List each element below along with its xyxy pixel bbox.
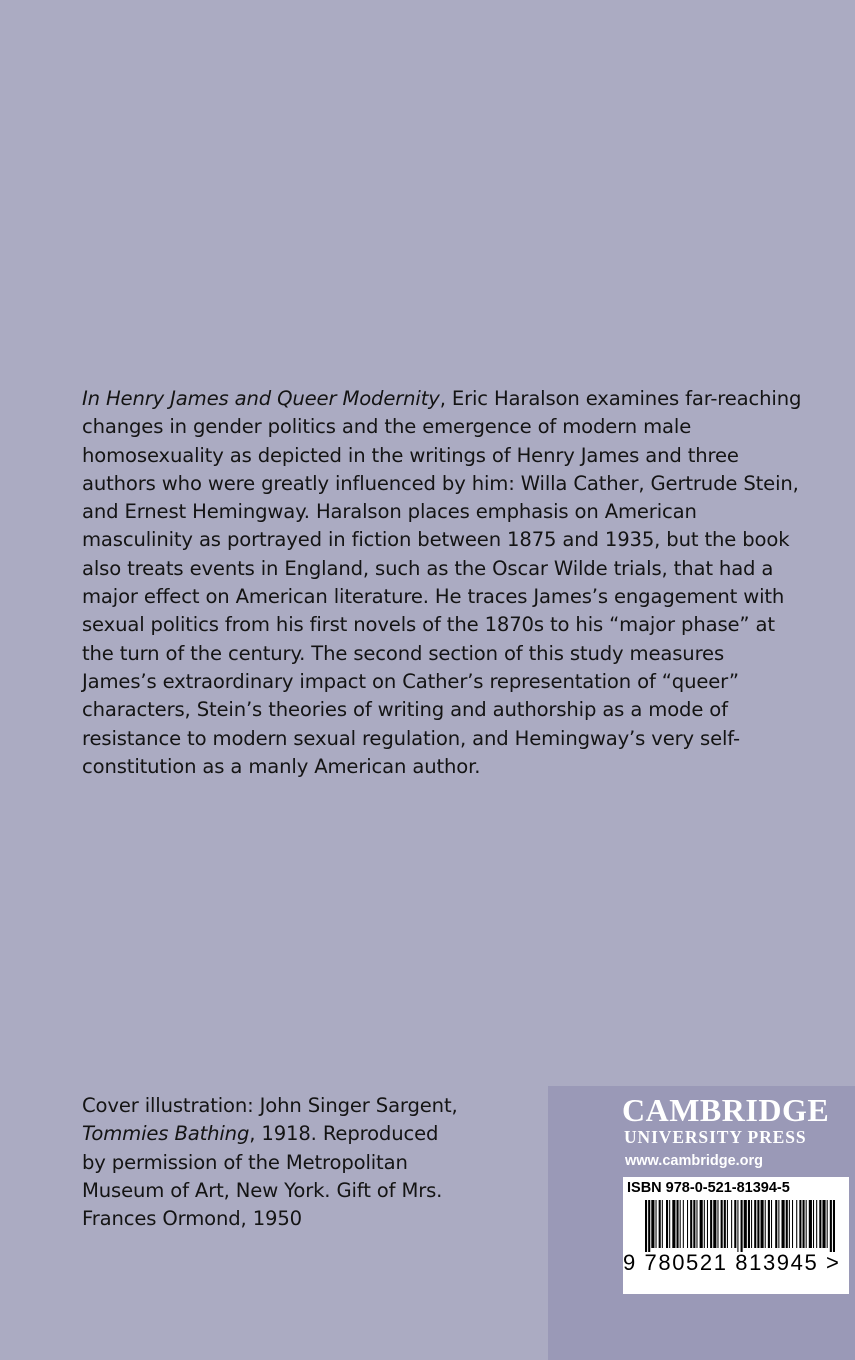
barcode-stripe [778,1200,779,1248]
barcode-stripe [693,1200,695,1248]
barcode-stripe [792,1200,793,1248]
book-title: In Henry James and Queer Modernity [82,387,440,410]
credit-prefix: Cover illustration: John Singer Sargent, [82,1094,458,1117]
barcode-stripe [768,1200,770,1248]
barcode-stripe [680,1200,681,1248]
barcode-stripe [806,1200,807,1248]
barcode-stripe [799,1200,801,1248]
barcode-digits: 9 780521 813945 > [623,1250,841,1275]
book-description [82,385,802,781]
barcode-stripe [677,1200,679,1248]
barcode-stripe [830,1200,832,1252]
barcode-box [623,1177,849,1294]
isbn-label: ISBN 978-0-521-81394-5 [627,1180,790,1196]
barcode-stripe [700,1200,703,1248]
barcode-stripe [782,1200,785,1248]
barcode-stripe [645,1200,647,1252]
barcode-stripe [651,1200,654,1248]
barcode-stripe [666,1200,668,1248]
barcode-stripe [775,1200,777,1248]
barcode-stripe [656,1200,657,1248]
barcode-stripe [771,1200,772,1248]
barcode-stripe [696,1200,697,1248]
barcode-stripe [687,1200,688,1248]
barcode-stripe [816,1200,817,1248]
barcode-stripe [737,1200,738,1252]
barcode-stripe [662,1200,663,1248]
barcode-stripe [731,1200,732,1248]
barcode-stripe [704,1200,705,1248]
description-text: , Eric Haralson examines far-reaching changes in gender politics and the emergence of modern male homosexuality as depicted in the writings of Henry James and three authors who were greatly influenced by him: Willa Cather, Gertrude Stein, and Ernest Hemingway. Haralson places emphasis on American masculinity as portrayed in fiction between 1875 and 1935, but the book also treats events in England, such as the Oscar Wilde trials, that had a major effect on American literature. He traces James’s engagement with sexual politics from his first novels of the 1870s to his “major phase” at the turn of the century. The second section of this study measures James’s extraordinary impact on Cather’s representation of “queer” characters, Stein’s theories of writing and authorship as a mode of resistance to modern sexual regulation, and Hemingway’s very self-constitution as a manly American author. [82,387,802,778]
barcode-stripe [669,1200,670,1248]
credit-suffix: , 1918. Reproduced by permission of the Metropolitan Museum of Art, New York. Gift of Mrs. Frances Ormond, 1950 [82,1122,443,1231]
barcode-stripe [690,1200,692,1248]
barcode-stripe [724,1200,726,1248]
barcode-stripe [786,1200,788,1248]
publisher-subtitle: UNIVERSITY PRESS [624,1127,807,1147]
barcode-stripe [789,1200,790,1248]
barcode-icon [645,1200,835,1252]
barcode-stripe [721,1200,723,1248]
barcode-stripe [757,1200,759,1248]
barcode-stripe [648,1200,650,1252]
barcode-stripe [809,1200,812,1248]
publisher-url: www.cambridge.org [625,1153,764,1169]
barcode-stripe [748,1200,750,1248]
barcode-stripe [813,1200,814,1248]
barcode-stripe [803,1200,805,1248]
barcode-stripe [713,1200,716,1248]
barcode-stripe [744,1200,747,1248]
barcode-stripe [734,1200,736,1248]
barcode-stripe [659,1200,661,1248]
barcode-stripe [754,1200,756,1248]
cover-credit [82,1092,462,1233]
barcode-stripe [683,1200,684,1248]
barcode-stripe [717,1200,718,1248]
barcode-stripe [710,1200,712,1248]
barcode-stripe [827,1200,828,1248]
publisher-panel [548,1086,855,1360]
barcode-stripe [819,1200,821,1248]
barcode-stripe [765,1200,766,1248]
barcode-stripe [707,1200,708,1248]
barcode-stripe [822,1200,825,1248]
barcode-stripe [672,1200,675,1248]
barcode-stripe [751,1200,752,1248]
barcode-stripe [741,1200,743,1252]
barcode-stripe [833,1200,835,1252]
barcode-stripe [796,1200,797,1248]
publisher-name: CAMBRIDGE [622,1092,830,1128]
barcode-stripe [761,1200,764,1248]
artwork-title: Tommies Bathing [82,1122,250,1146]
barcode-stripe [727,1200,728,1248]
